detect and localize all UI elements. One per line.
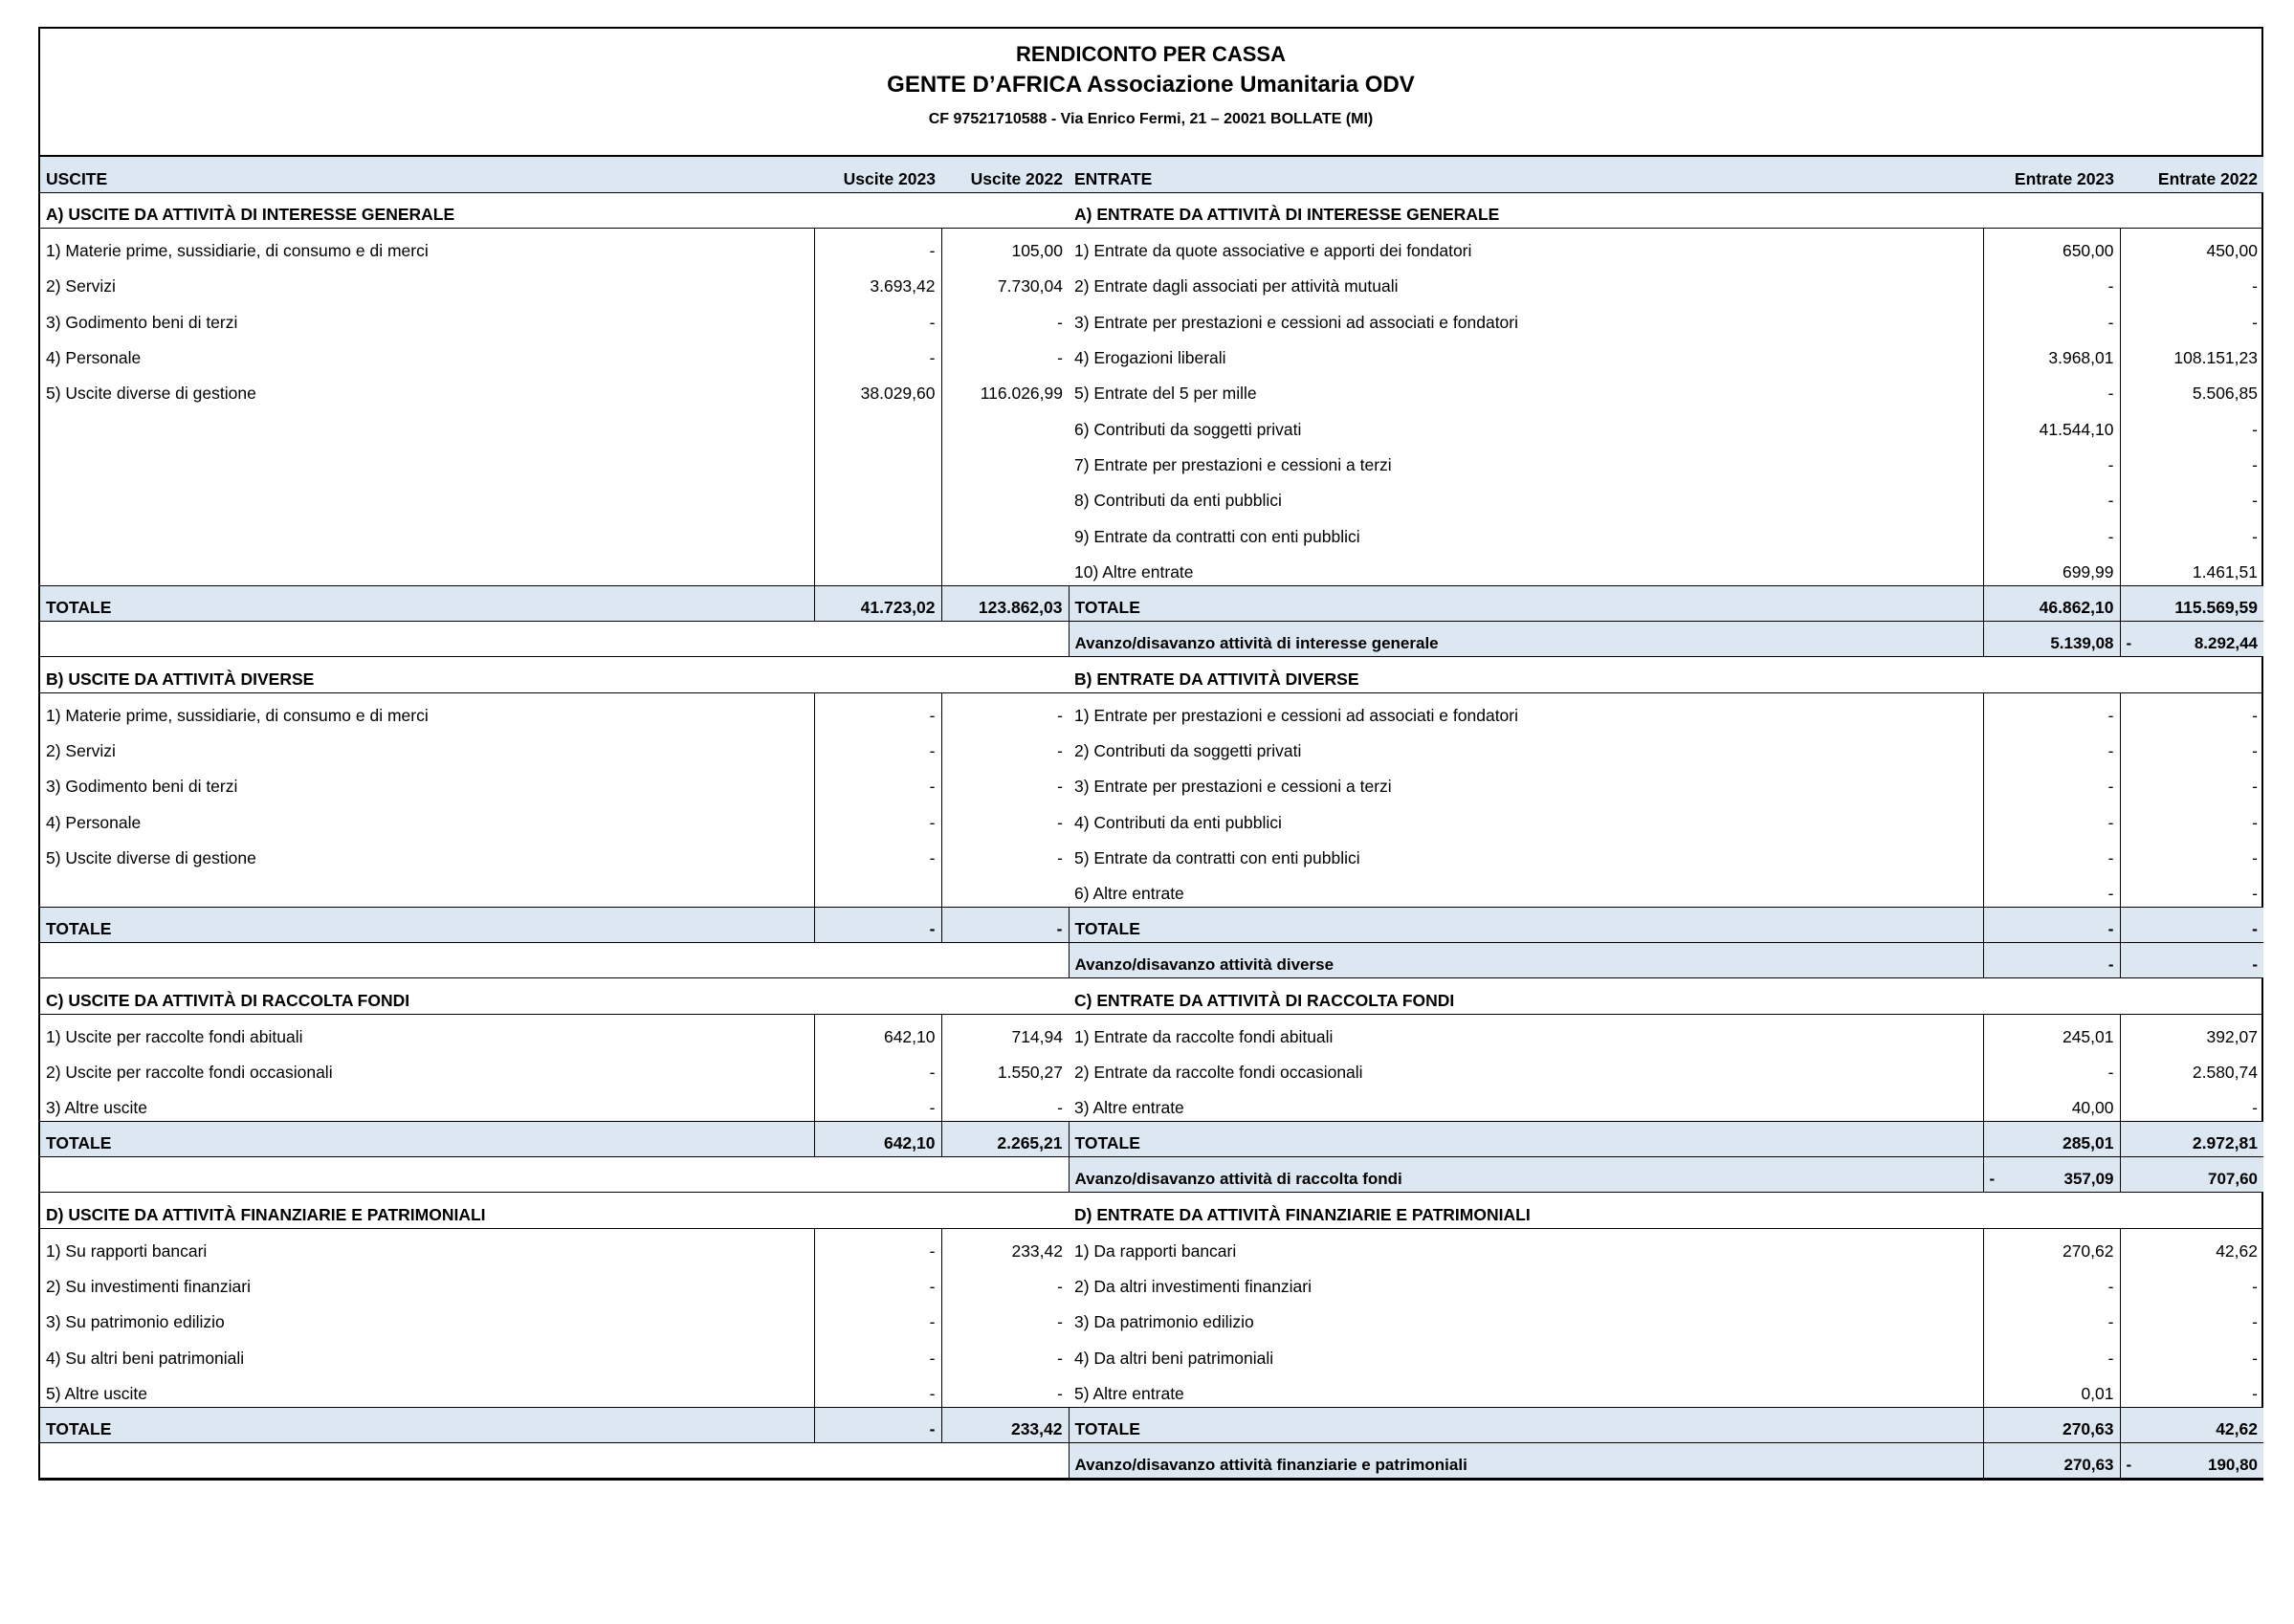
section-title-row [40, 192, 2263, 228]
col-uscite: USCITE [40, 157, 814, 192]
entrate-2022-total: 115.569,59 [2120, 585, 2263, 621]
entrate-label: 3) Entrate per prestazioni e cessioni a terzi [1074, 777, 1392, 797]
surplus-deficit-row [40, 1157, 2263, 1193]
entrate-2022-value: - [2120, 299, 2263, 335]
uscite-2022-value: - [941, 1372, 1069, 1407]
col-entrate: ENTRATE [1069, 157, 1983, 192]
entrate-label: 8) Contributi da enti pubblici [1074, 491, 1282, 511]
uscite-total-label: TOTALE [40, 1407, 814, 1442]
table-row [40, 1372, 2263, 1407]
entrate-label: 3) Da patrimonio edilizio [1074, 1312, 1254, 1332]
surplus-deficit-spacer [40, 621, 1069, 656]
surplus-deficit-spacer [40, 943, 1069, 978]
entrate-2022-value: - [2120, 729, 2263, 764]
entrate-2023-value: - [1983, 264, 2120, 299]
surplus-deficit-2022-amount: - [2252, 955, 2258, 975]
table-row [40, 443, 2263, 478]
uscite-total-label: TOTALE [40, 1121, 814, 1156]
surplus-deficit-2022-amount: 190,80 [2208, 1456, 2258, 1475]
table-row [40, 514, 2263, 549]
entrate-2022-total: - [2120, 907, 2263, 942]
uscite-section-title: C) USCITE DA ATTIVITÀ DI RACCOLTA FONDI [40, 978, 1069, 1014]
uscite-2022-value: - [941, 836, 1069, 871]
negative-sign: - [2126, 1456, 2132, 1475]
table-row [40, 800, 2263, 835]
uscite-2022-value: - [941, 692, 1069, 728]
entrate-label: 5) Altre entrate [1074, 1383, 1184, 1403]
uscite-label: 5) Uscite diverse di gestione [46, 384, 256, 404]
uscite-2023-value: - [814, 1086, 941, 1121]
surplus-deficit-row [40, 943, 2263, 978]
surplus-deficit-2022 [2120, 1442, 2263, 1478]
surplus-deficit-row [40, 1442, 2263, 1478]
uscite-2022-value: - [941, 800, 1069, 835]
table-row [40, 371, 2263, 406]
entrate-2022-value: - [2120, 1372, 2263, 1407]
uscite-label: 3) Altre uscite [46, 1097, 148, 1117]
section-title-row [40, 657, 2263, 692]
entrate-2023-value: - [1983, 1300, 2120, 1335]
entrate-2023-value: - [1983, 371, 2120, 406]
entrate-2023-total: 46.862,10 [1983, 585, 2120, 621]
uscite-label: 5) Altre uscite [46, 1383, 148, 1403]
uscite-2023-value [814, 406, 941, 442]
uscite-2023-value: - [814, 1300, 941, 1335]
entrate-2022-value: - [2120, 406, 2263, 442]
table-row [40, 1014, 2263, 1049]
table-row [40, 1086, 2263, 1121]
uscite-section-title: D) USCITE DA ATTIVITÀ FINANZIARIE E PATRIMONIALI [40, 1193, 1069, 1228]
entrate-2022-value: - [2120, 1300, 2263, 1335]
uscite-label: 1) Materie prime, sussidiarie, di consumo e di merci [46, 241, 429, 261]
uscite-2022-value [941, 871, 1069, 907]
entrate-2023-value: 40,00 [1983, 1086, 2120, 1121]
entrate-2022-value: - [2120, 836, 2263, 871]
entrate-label: 4) Da altri beni patrimoniali [1074, 1348, 1274, 1368]
uscite-label: 5) Uscite diverse di gestione [46, 847, 256, 867]
entrate-2023-value: 245,01 [1983, 1014, 2120, 1049]
entrate-2022-value: 1.461,51 [2120, 550, 2263, 585]
entrate-2022-value: 2.580,74 [2120, 1050, 2263, 1086]
total-row [40, 1121, 2263, 1156]
entrate-2022-value: - [2120, 692, 2263, 728]
uscite-2023-value [814, 443, 941, 478]
uscite-2023-value [814, 478, 941, 514]
entrate-2023-value: - [1983, 299, 2120, 335]
uscite-label: 4) Personale [46, 812, 142, 832]
col-entrate-2023: Entrate 2023 [1983, 157, 2120, 192]
uscite-2022-value: 1.550,27 [941, 1050, 1069, 1086]
uscite-2023-value: 642,10 [814, 1014, 941, 1049]
col-entrate-2022: Entrate 2022 [2120, 157, 2263, 192]
uscite-2023-value: - [814, 336, 941, 371]
uscite-label: 2) Uscite per raccolte fondi occasionali [46, 1062, 333, 1082]
surplus-deficit-2022 [2120, 1157, 2263, 1193]
document-header [40, 29, 2261, 157]
entrate-2022-value: 392,07 [2120, 1014, 2263, 1049]
section-title-row [40, 1193, 2263, 1228]
entrate-total-label: TOTALE [1069, 1407, 1983, 1442]
uscite-2022-value: 714,94 [941, 1014, 1069, 1049]
uscite-label [40, 871, 814, 907]
surplus-deficit-2023 [1983, 1442, 2120, 1478]
table-row [40, 871, 2263, 907]
entrate-total-label: TOTALE [1069, 907, 1983, 942]
table-row [40, 1264, 2263, 1300]
entrate-2023-value: - [1983, 800, 2120, 835]
entrate-section-title: A) ENTRATE DA ATTIVITÀ DI INTERESSE GENERALE [1069, 192, 2263, 228]
uscite-2023-value: - [814, 1372, 941, 1407]
surplus-deficit-2022 [2120, 943, 2263, 978]
entrate-section-title: C) ENTRATE DA ATTIVITÀ DI RACCOLTA FONDI [1069, 978, 2263, 1014]
uscite-label: 1) Materie prime, sussidiarie, di consumo e di merci [46, 705, 429, 725]
entrate-2023-value: - [1983, 692, 2120, 728]
uscite-total-label: TOTALE [40, 907, 814, 942]
entrate-2023-value: 3.968,01 [1983, 336, 2120, 371]
uscite-2023-value: - [814, 229, 941, 264]
uscite-label: 1) Su rapporti bancari [46, 1240, 208, 1261]
uscite-2023-value [814, 871, 941, 907]
uscite-2022-value: 7.730,04 [941, 264, 1069, 299]
entrate-label: 2) Entrate da raccolte fondi occasionali [1074, 1062, 1363, 1082]
statement-title: RENDICONTO PER CASSA [1016, 42, 1286, 66]
uscite-2023-value: - [814, 299, 941, 335]
surplus-deficit-spacer [40, 1442, 1069, 1478]
surplus-deficit-spacer [40, 1157, 1069, 1193]
column-header-row [40, 157, 2263, 192]
entrate-label: 5) Entrate del 5 per mille [1074, 384, 1257, 404]
col-uscite-2022: Uscite 2022 [941, 157, 1069, 192]
entrate-label: 2) Da altri investimenti finanziari [1074, 1277, 1312, 1296]
entrate-label: 9) Entrate da contratti con enti pubblici [1074, 526, 1360, 546]
entrate-total-label: TOTALE [1069, 1121, 1983, 1156]
total-row [40, 1407, 2263, 1442]
uscite-label: 3) Godimento beni di terzi [46, 777, 238, 797]
surplus-deficit-2023-amount: 270,63 [2063, 1456, 2114, 1475]
table-row [40, 1300, 2263, 1335]
entrate-2022-value: - [2120, 1086, 2263, 1121]
entrate-label: 1) Entrate da quote associative e apporti dei fondatori [1074, 241, 1472, 261]
surplus-deficit-2022-amount: 8.292,44 [2194, 634, 2258, 653]
entrate-2022-value: - [2120, 871, 2263, 907]
entrate-2023-value: 270,62 [1983, 1228, 2120, 1263]
entrate-label: 7) Entrate per prestazioni e cessioni a terzi [1074, 455, 1392, 475]
entrate-2022-value: 5.506,85 [2120, 371, 2263, 406]
entrate-section-title: B) ENTRATE DA ATTIVITÀ DIVERSE [1069, 657, 2263, 692]
surplus-deficit-2023-amount: - [2107, 955, 2114, 975]
surplus-deficit-row [40, 621, 2263, 656]
table-row [40, 836, 2263, 871]
uscite-section-title: A) USCITE DA ATTIVITÀ DI INTERESSE GENERALE [40, 192, 1069, 228]
uscite-2023-value: - [814, 692, 941, 728]
statement-table [40, 157, 2263, 1479]
table-row [40, 692, 2263, 728]
entrate-label: 6) Altre entrate [1074, 883, 1184, 903]
uscite-2023-total: 41.723,02 [814, 585, 941, 621]
entrate-2023-value: - [1983, 1335, 2120, 1371]
entrate-2022-value: - [2120, 514, 2263, 549]
entrate-2023-total: - [1983, 907, 2120, 942]
uscite-2023-value: - [814, 1228, 941, 1263]
uscite-label: 3) Su patrimonio edilizio [46, 1312, 225, 1332]
entrate-2022-value: - [2120, 264, 2263, 299]
uscite-2022-value: 233,42 [941, 1228, 1069, 1263]
entrate-2023-total: 270,63 [1983, 1407, 2120, 1442]
uscite-2023-value: - [814, 1264, 941, 1300]
entrate-2022-value: - [2120, 764, 2263, 800]
total-row [40, 907, 2263, 942]
uscite-2022-value: 116.026,99 [941, 371, 1069, 406]
entrate-label: 4) Erogazioni liberali [1074, 348, 1226, 368]
entrate-label: 5) Entrate da contratti con enti pubblici [1074, 847, 1360, 867]
entrate-2023-value: 699,99 [1983, 550, 2120, 585]
table-row [40, 550, 2263, 585]
uscite-2023-total: 642,10 [814, 1121, 941, 1156]
entrate-total-label: TOTALE [1069, 585, 1983, 621]
uscite-2022-value [941, 478, 1069, 514]
organization-address: CF 97521710588 - Via Enrico Fermi, 21 – 20021 BOLLATE (MI) [928, 111, 1374, 127]
entrate-2022-value: 108.151,23 [2120, 336, 2263, 371]
surplus-deficit-2023 [1983, 943, 2120, 978]
uscite-2023-value [814, 514, 941, 549]
entrate-2023-value: - [1983, 478, 2120, 514]
surplus-deficit-2022-amount: 707,60 [2208, 1170, 2258, 1189]
surplus-deficit-2023 [1983, 621, 2120, 656]
entrate-2022-value: - [2120, 1264, 2263, 1300]
uscite-2022-value: 105,00 [941, 229, 1069, 264]
entrate-2023-value: 41.544,10 [1983, 406, 2120, 442]
uscite-2022-value: - [941, 1335, 1069, 1371]
entrate-label: 1) Da rapporti bancari [1074, 1240, 1237, 1261]
organization-name: GENTE D’AFRICA Associazione Umanitaria ODV [887, 72, 1415, 98]
uscite-label: 2) Su investimenti finanziari [46, 1277, 251, 1296]
entrate-2023-value: - [1983, 871, 2120, 907]
surplus-deficit-label: Avanzo/disavanzo attività diverse [1069, 943, 1983, 978]
uscite-2022-value [941, 514, 1069, 549]
table-row [40, 229, 2263, 264]
uscite-2022-value: - [941, 1300, 1069, 1335]
uscite-2023-value: - [814, 764, 941, 800]
uscite-2023-total: - [814, 1407, 941, 1442]
uscite-label: 2) Servizi [46, 276, 116, 296]
uscite-label [40, 514, 814, 549]
uscite-2022-value: - [941, 1264, 1069, 1300]
surplus-deficit-2023 [1983, 1157, 2120, 1193]
entrate-2022-total: 2.972,81 [2120, 1121, 2263, 1156]
uscite-label: 3) Godimento beni di terzi [46, 312, 238, 332]
uscite-2022-total: - [941, 907, 1069, 942]
entrate-label: 10) Altre entrate [1074, 561, 1194, 582]
entrate-2022-value: - [2120, 800, 2263, 835]
uscite-2022-total: 123.862,03 [941, 585, 1069, 621]
uscite-2022-value: - [941, 336, 1069, 371]
uscite-2023-value: 38.029,60 [814, 371, 941, 406]
uscite-label: 4) Su altri beni patrimoniali [46, 1348, 245, 1368]
uscite-label [40, 478, 814, 514]
uscite-2023-value: 3.693,42 [814, 264, 941, 299]
entrate-label: 3) Entrate per prestazioni e cessioni ad associati e fondatori [1074, 312, 1519, 332]
entrate-label: 2) Contributi da soggetti privati [1074, 740, 1302, 760]
surplus-deficit-label: Avanzo/disavanzo attività finanziarie e patrimoniali [1069, 1442, 1983, 1478]
negative-sign: - [2126, 634, 2132, 653]
entrate-label: 3) Altre entrate [1074, 1097, 1184, 1117]
uscite-section-title: B) USCITE DA ATTIVITÀ DIVERSE [40, 657, 1069, 692]
uscite-label [40, 443, 814, 478]
uscite-total-label: TOTALE [40, 585, 814, 621]
entrate-2023-value: - [1983, 514, 2120, 549]
entrate-section-title: D) ENTRATE DA ATTIVITÀ FINANZIARIE E PATRIMONIALI [1069, 1193, 2263, 1228]
section-title-row [40, 978, 2263, 1014]
uscite-2023-total: - [814, 907, 941, 942]
table-row [40, 406, 2263, 442]
surplus-deficit-2023-amount: 357,09 [2063, 1170, 2114, 1189]
surplus-deficit-label: Avanzo/disavanzo attività di raccolta fondi [1069, 1157, 1983, 1193]
uscite-2022-value [941, 550, 1069, 585]
uscite-2022-value [941, 406, 1069, 442]
uscite-2022-total: 233,42 [941, 1407, 1069, 1442]
entrate-2023-total: 285,01 [1983, 1121, 2120, 1156]
entrate-2023-value: 650,00 [1983, 229, 2120, 264]
entrate-2023-value: - [1983, 443, 2120, 478]
entrate-2023-value: - [1983, 836, 2120, 871]
entrate-label: 1) Entrate per prestazioni e cessioni ad associati e fondatori [1074, 705, 1519, 725]
entrate-label: 1) Entrate da raccolte fondi abituali [1074, 1026, 1334, 1046]
negative-sign: - [1989, 1170, 1996, 1189]
total-row [40, 585, 2263, 621]
uscite-label [40, 406, 814, 442]
uscite-2022-value: - [941, 299, 1069, 335]
uscite-2023-value: - [814, 1335, 941, 1371]
entrate-label: 4) Contributi da enti pubblici [1074, 812, 1282, 832]
uscite-2023-value: - [814, 800, 941, 835]
col-uscite-2023: Uscite 2023 [814, 157, 941, 192]
entrate-2023-value: 0,01 [1983, 1372, 2120, 1407]
table-row [40, 264, 2263, 299]
entrate-2022-value: - [2120, 478, 2263, 514]
uscite-2023-value [814, 550, 941, 585]
uscite-2023-value: - [814, 1050, 941, 1086]
uscite-2022-total: 2.265,21 [941, 1121, 1069, 1156]
financial-statement [38, 27, 2263, 1481]
table-row [40, 1050, 2263, 1086]
uscite-label: 1) Uscite per raccolte fondi abituali [46, 1026, 303, 1046]
entrate-2023-value: - [1983, 764, 2120, 800]
uscite-2023-value: - [814, 729, 941, 764]
entrate-2022-total: 42,62 [2120, 1407, 2263, 1442]
entrate-2023-value: - [1983, 1264, 2120, 1300]
table-row [40, 299, 2263, 335]
table-row [40, 336, 2263, 371]
table-row [40, 1335, 2263, 1371]
uscite-2022-value: - [941, 1086, 1069, 1121]
uscite-label: 4) Personale [46, 348, 142, 368]
uscite-2022-value [941, 443, 1069, 478]
entrate-label: 6) Contributi da soggetti privati [1074, 419, 1302, 439]
surplus-deficit-2022 [2120, 621, 2263, 656]
table-row [40, 764, 2263, 800]
entrate-2023-value: - [1983, 1050, 2120, 1086]
table-row [40, 729, 2263, 764]
surplus-deficit-2023-amount: 5.139,08 [2050, 634, 2114, 653]
uscite-2023-value: - [814, 836, 941, 871]
uscite-label: 2) Servizi [46, 740, 116, 760]
entrate-2022-value: - [2120, 443, 2263, 478]
surplus-deficit-label: Avanzo/disavanzo attività di interesse generale [1069, 621, 1983, 656]
uscite-2022-value: - [941, 729, 1069, 764]
entrate-label: 2) Entrate dagli associati per attività mutuali [1074, 276, 1399, 296]
entrate-2023-value: - [1983, 729, 2120, 764]
uscite-label [40, 550, 814, 585]
table-row [40, 478, 2263, 514]
table-row [40, 1228, 2263, 1263]
uscite-2022-value: - [941, 764, 1069, 800]
entrate-2022-value: 42,62 [2120, 1228, 2263, 1263]
entrate-2022-value: 450,00 [2120, 229, 2263, 264]
entrate-2022-value: - [2120, 1335, 2263, 1371]
